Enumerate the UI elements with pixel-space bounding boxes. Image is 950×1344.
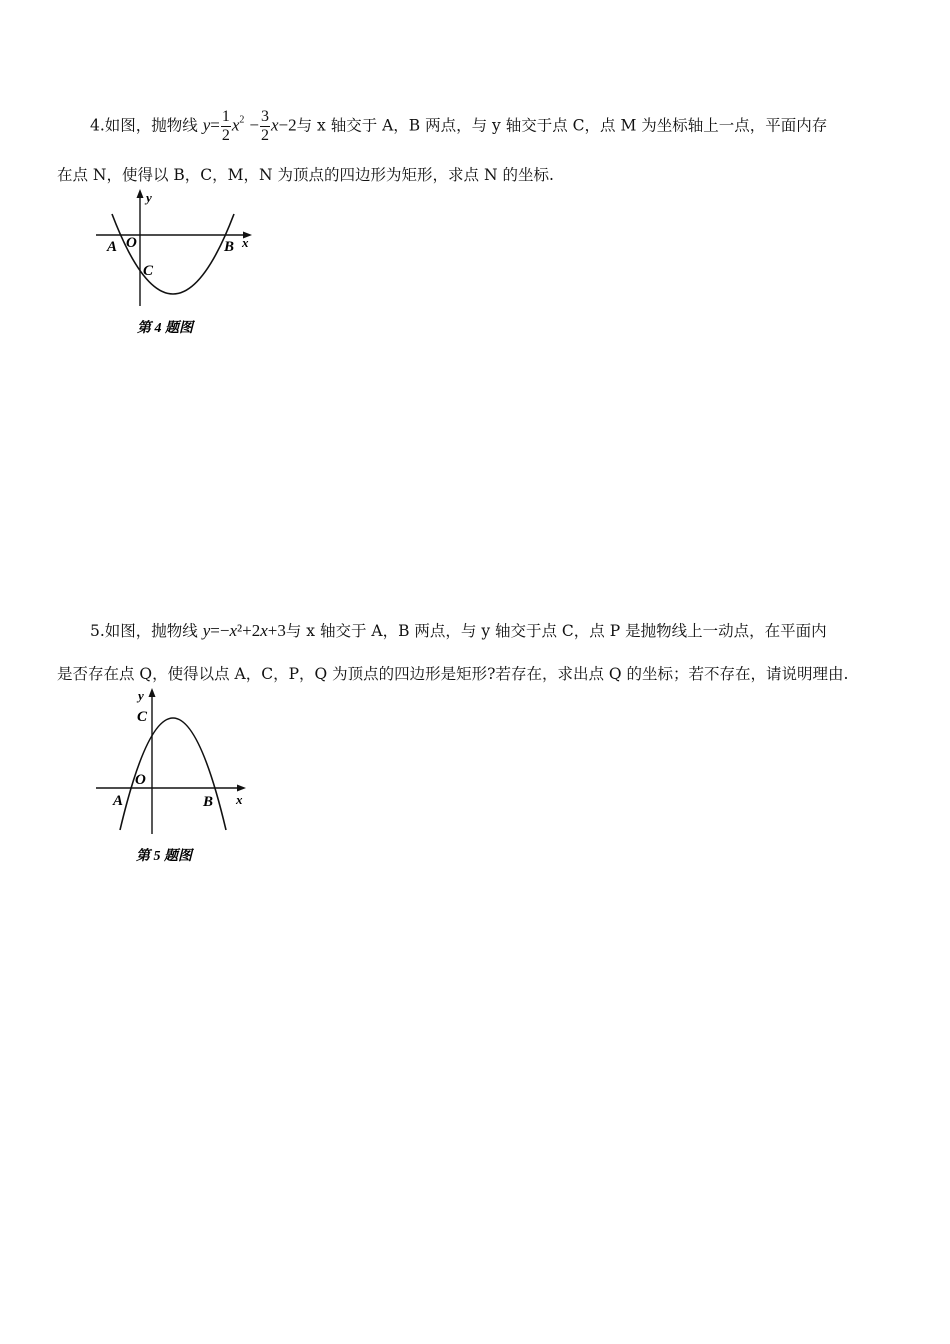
problem4-text1: 与 x 轴交于 A，B 两点，与 y 轴交于点 C，点 M 为坐标轴上一点，平面内存 — [296, 116, 828, 135]
problem4-eq-tail: −2 — [278, 115, 297, 135]
label-O: O — [135, 772, 146, 788]
problem4-eq-y: y — [202, 115, 211, 135]
label-y: y — [146, 190, 152, 205]
problem5-figure — [90, 684, 270, 878]
fraction-denominator: 2 — [221, 127, 230, 144]
label-A: A — [113, 793, 124, 809]
y-axis-arrow-icon — [137, 189, 144, 198]
problem4-eq-x1: x — [231, 115, 240, 135]
problem5-eq-exponent: ² — [237, 621, 243, 640]
label-B: B — [203, 794, 214, 810]
problem4-eq-exponent: 2 — [239, 114, 245, 126]
problem5-text1: 与 x 轴交于 A，B 两点，与 y 轴交于点 C，点 P 是抛物线上一动点，在平面内 — [285, 622, 827, 640]
problem4-fraction-1 — [221, 108, 231, 145]
problem4-fraction-2 — [260, 108, 270, 145]
problem5-eq-plus2: +2 — [242, 621, 261, 640]
parabola-curve — [112, 214, 234, 294]
x-axis-arrow-icon — [237, 785, 246, 792]
problem5-line2: 是否存在点 Q，使得以点 A，C，P，Q 为顶点的四边形是矩形?若存在，求出点 Q 的坐标；若不存在，请说明理由. — [57, 665, 849, 683]
problem4-lead: 4.如图，抛物线 — [90, 116, 198, 135]
fraction-denominator: 2 — [260, 127, 269, 144]
label-O: O — [126, 235, 137, 251]
label-y: y — [138, 688, 144, 703]
problem4-figure — [90, 186, 270, 350]
problem5-eq-sign: =− — [210, 621, 230, 640]
problem4-eq-minus: − — [249, 115, 259, 135]
problem5-line1 — [90, 621, 827, 641]
fraction-numerator: 1 — [221, 108, 230, 125]
problem5-graph — [90, 684, 270, 874]
label-x: x — [242, 235, 249, 250]
problem5-eq-x1: x — [229, 621, 238, 640]
label-B: B — [224, 239, 235, 255]
label-C: C — [137, 709, 148, 725]
problem5-eq-plus3: +3 — [267, 621, 286, 640]
label-C: C — [143, 263, 154, 279]
problem4-graph — [90, 186, 270, 346]
label-x: x — [236, 792, 243, 807]
figure-caption: 第 4 题图 — [137, 321, 193, 336]
problem5-eq-y: y — [202, 621, 211, 640]
label-A: A — [107, 239, 118, 255]
figure-caption: 第 5 题图 — [136, 849, 192, 864]
problem4-line2: 在点 N，使得以 B，C，M，N 为顶点的四边形为矩形，求点 N 的坐标. — [57, 166, 554, 184]
fraction-numerator: 3 — [260, 108, 269, 125]
problem5-eq-x2: x — [260, 621, 268, 640]
problem4-line1 — [90, 108, 827, 145]
problem4-eq-sign: = — [210, 115, 220, 135]
problem5-lead: 5.如图，抛物线 — [90, 622, 198, 640]
y-axis-arrow-icon — [149, 688, 156, 697]
problem4-eq-x2: x — [270, 115, 279, 135]
